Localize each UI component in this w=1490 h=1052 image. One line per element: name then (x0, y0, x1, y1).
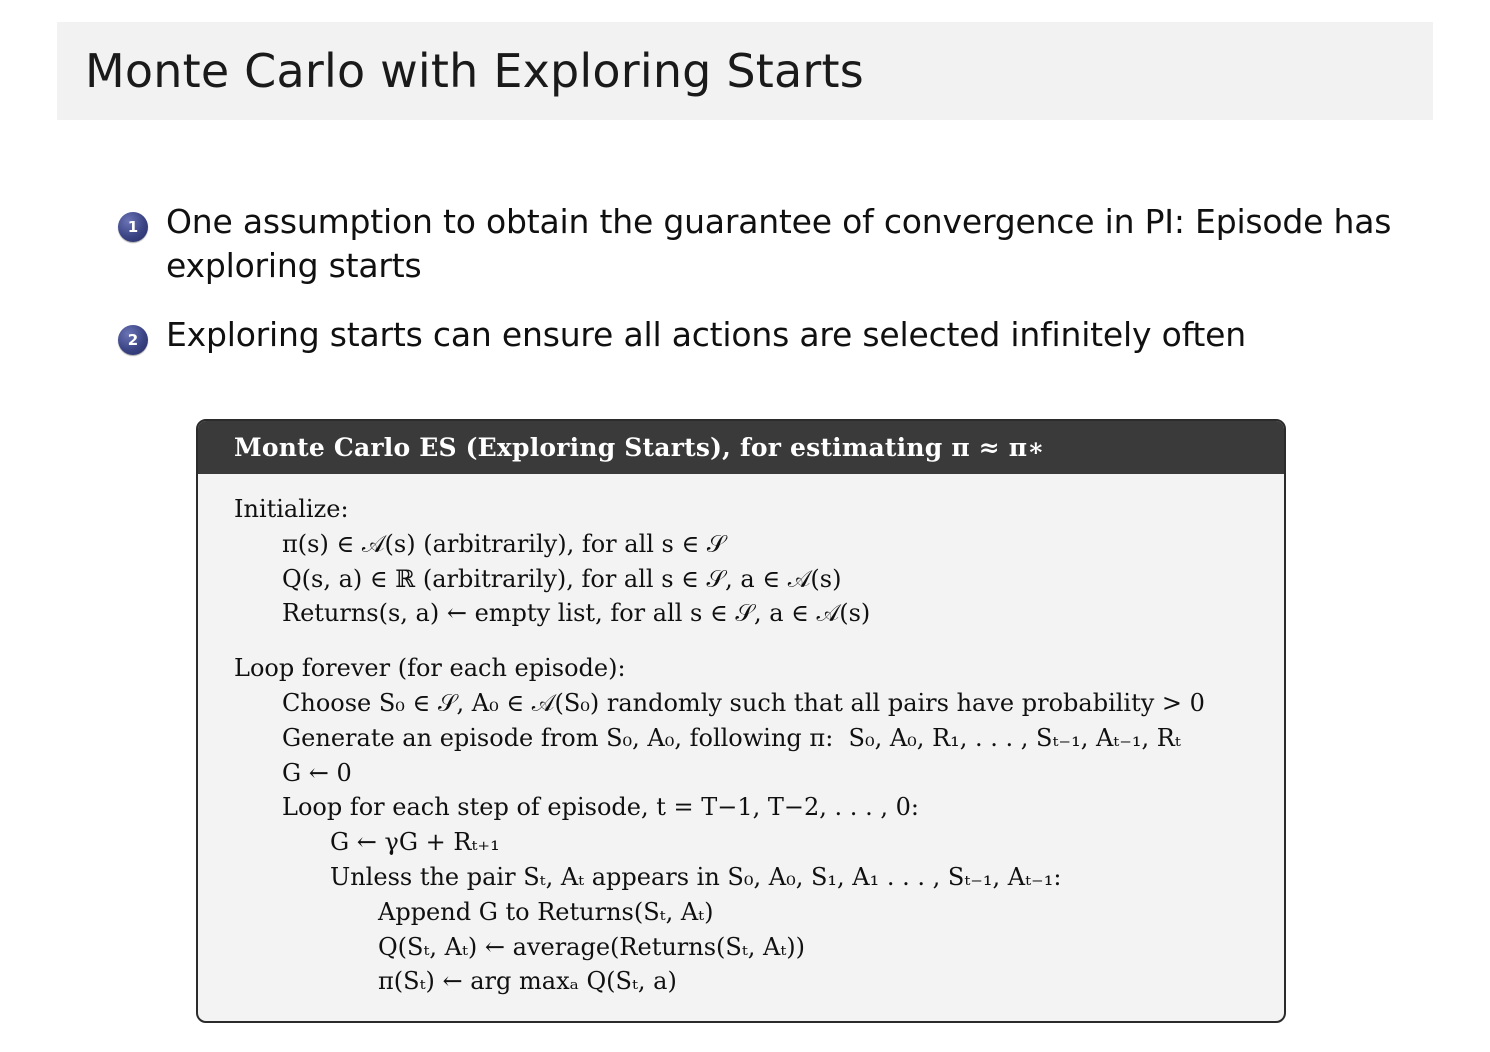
page-title: Monte Carlo with Exploring Starts (85, 44, 864, 98)
algorithm-line: Append G to Returns(Sₜ, Aₜ) (378, 897, 714, 926)
algorithm-title: Monte Carlo ES (Exploring Starts), for estimating π ≈ π∗ (198, 421, 1284, 474)
algorithm-line: Returns(s, a) ← empty list, for all s ∈ 𝒮, a ∈ 𝒜(s) (282, 599, 871, 628)
bullet-text: Exploring starts can ensure all actions are selected infinitely often (166, 315, 1246, 355)
algorithm-line: Q(Sₜ, Aₜ) ← average(Returns(Sₜ, Aₜ)) (378, 932, 805, 961)
algorithm-line: Initialize: (234, 495, 349, 523)
algorithm-body (198, 474, 1284, 1021)
bullet-list (118, 200, 1408, 383)
bullet-number-badge: 2 (118, 325, 148, 355)
bullet-text: One assumption to obtain the guarantee of convergence in PI: Episode has exploring starts (166, 202, 1392, 285)
algorithm-line: Loop forever (for each episode): (234, 654, 626, 683)
algorithm-line: π(s) ∈ 𝒜(s) (arbitrarily), for all s ∈ 𝒮 (282, 529, 726, 558)
list-item (118, 200, 1408, 287)
algorithm-line: G ← 0 (282, 758, 352, 787)
list-item (118, 313, 1408, 357)
algorithm-line: Unless the pair Sₜ, Aₜ appears in S₀, A₀, S₁, A₁ . . . , Sₜ₋₁, Aₜ₋₁: (330, 862, 1062, 891)
algorithm-line: Choose S₀ ∈ 𝒮, A₀ ∈ 𝒜(S₀) randomly such that all pairs have probability > 0 (282, 688, 1205, 717)
algorithm-box (196, 419, 1286, 1023)
algorithm-line: Loop for each step of episode, t = T−1, T−2, . . . , 0: (282, 793, 919, 822)
bullet-number-badge: 1 (118, 212, 148, 242)
algorithm-line: G ← γG + Rₜ₊₁ (330, 828, 500, 857)
algorithm-line: π(Sₜ) ← arg maxₐ Q(Sₜ, a) (378, 967, 677, 996)
algorithm-line: Q(s, a) ∈ ℝ (arbitrarily), for all s ∈ 𝒮, a ∈ 𝒜(s) (282, 564, 842, 593)
slide-title-bar (57, 22, 1433, 120)
algorithm-line: Generate an episode from S₀, A₀, following π: S₀, A₀, R₁, . . . , Sₜ₋₁, Aₜ₋₁, Rₜ (282, 723, 1181, 752)
